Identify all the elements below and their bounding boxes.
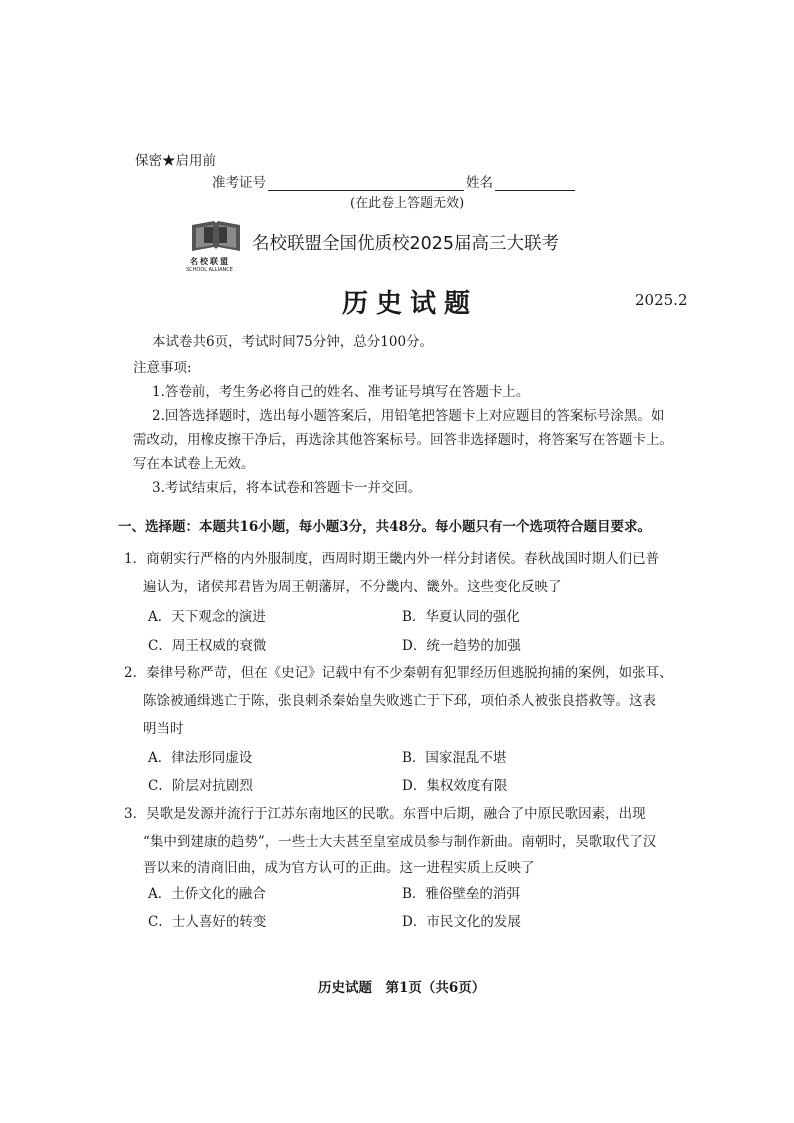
question-3-line-3: 晋以来的清商旧曲，成为官方认可的正曲。这一进程实质上反映了 xyxy=(143,860,535,876)
question-1-option-b: B．华夏认同的强化 xyxy=(402,609,520,625)
question-1-option-d: D．统一趋势的加强 xyxy=(402,638,521,654)
exam-info: 本试卷共6页，考试时间75分钟，总分100分。 xyxy=(152,334,434,350)
question-2-line-2: 陈馀被通缉逃亡于陈，张良刺杀秦始皇失败逃亡于下邳，项伯杀人被张良搭救等。这表 xyxy=(143,693,656,709)
question-2-option-a: A．律法形同虚设 xyxy=(148,750,253,766)
question-1-line-1: 1．商朝实行严格的内外服制度，西周时期王畿内外一样分封诸侯。春秋战国时期人们已普 xyxy=(124,551,660,567)
question-2-line-3: 明当时 xyxy=(143,721,184,737)
notice-title: 注意事项: xyxy=(133,360,192,376)
exam-alliance-title: 名校联盟全国优质校2025届高三大联考 xyxy=(252,234,560,254)
section-heading: 一、选择题：本题共16小题，每小题3分，共48分。每小题只有一个选项符合题目要求。 xyxy=(118,519,651,535)
book-logo-icon xyxy=(190,219,242,253)
question-2-option-d: D．集权效度有限 xyxy=(402,778,508,794)
question-3-option-a: A．土侨文化的融合 xyxy=(148,886,266,902)
question-2-line-1: 2．秦律号称严苛，但在《史记》记载中有不少秦朝有犯罪经历但逃脱拘捕的案例，如张耳、 xyxy=(124,665,673,681)
question-1-line-2: 遍认为，诸侯邦君皆为周王朝藩屏，不分畿内、畿外。这些变化反映了 xyxy=(143,579,562,595)
page-footer: 历史试题 第1页（共6页） xyxy=(318,980,486,996)
logo-en-text: SCHOOL ALLIANCE xyxy=(186,267,233,273)
exam-date: 2025.2 xyxy=(635,291,688,309)
invalid-answer-note: (在此卷上答题无效) xyxy=(350,196,465,211)
question-3-option-b: B．雅俗壁垒的消弭 xyxy=(402,886,520,902)
notice-item-2-line-3: 写在本试卷上无效。 xyxy=(133,456,255,472)
name-blank xyxy=(495,177,575,191)
question-1-option-a: A．天下观念的演进 xyxy=(148,609,266,625)
question-3-line-2: “集中到建康的趋势”，一些士大夫甚至皇室成员参与制作新曲。南朝时，吴歌取代了汉 xyxy=(143,834,657,850)
question-3-option-d: D．市民文化的发展 xyxy=(402,914,521,930)
notice-item-1: 1.答卷前，考生务必将自己的姓名、准考证号填写在答题卡上。 xyxy=(152,384,530,400)
exam-id-label: 准考证号 xyxy=(212,175,266,191)
question-2-option-b: B．国家混乱不堪 xyxy=(402,750,507,766)
question-1-option-c: C．周王权威的衰微 xyxy=(148,638,267,654)
notice-item-3: 3.考试结束后，将本试卷和答题卡一并交回。 xyxy=(152,480,422,496)
subject-title: 历史试题 xyxy=(342,289,479,319)
notice-item-2-line-1: 2.回答选择题时，选出每小题答案后，用铅笔把答题卡上对应题目的答案标号涂黑。如 xyxy=(152,408,665,424)
exam-id-blank xyxy=(268,177,464,191)
question-2-option-c: C．阶层对抗剧烈 xyxy=(148,778,253,794)
name-label: 姓名 xyxy=(466,175,493,191)
notice-item-2-line-2: 需改动，用橡皮擦干净后，再选涂其他答案标号。回答非选择题时，将答案写在答题卡上。 xyxy=(133,432,673,448)
candidate-info-line xyxy=(212,171,575,191)
logo-cn-text: 名校联盟 xyxy=(190,257,230,266)
question-3-option-c: C．士人喜好的转变 xyxy=(148,914,267,930)
question-3-line-1: 3．吴歌是发源并流行于江苏东南地区的民歌。东晋中后期，融合了中原民歌因素，出现 xyxy=(124,806,646,822)
confidential-label: 保密★启用前 xyxy=(135,153,216,169)
